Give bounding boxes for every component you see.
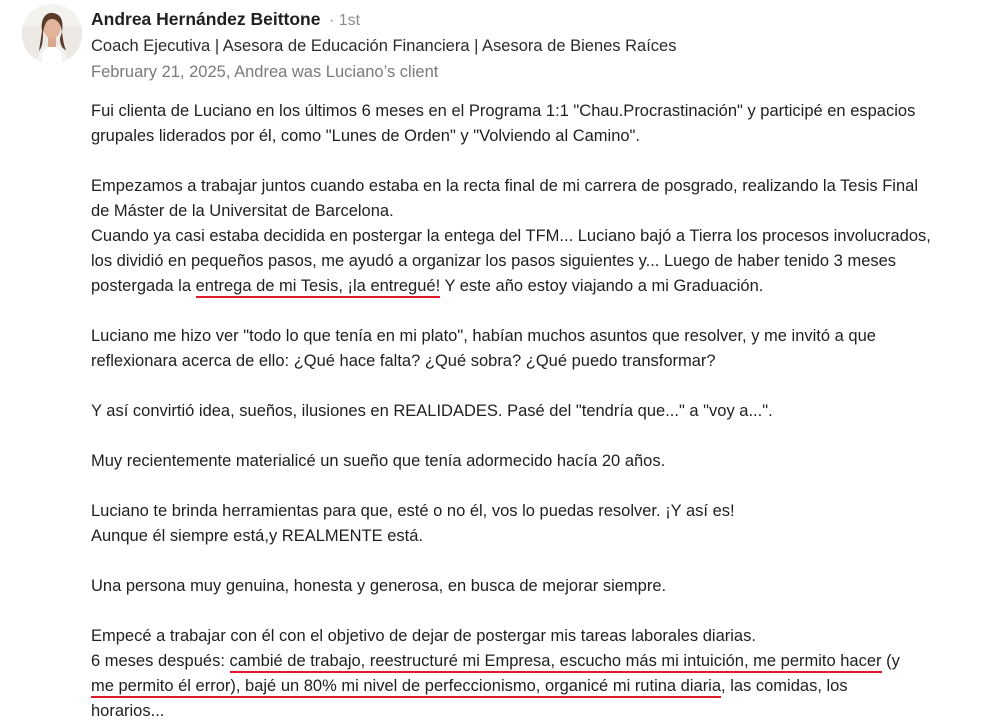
text-line: los dividió en pequeños pasos, me ayudó a organizar los pasos siguientes y... Luego de haber tenido 3 meses: [91, 252, 897, 270]
highlighted-phrase: cambié de trabajo, reestructuré mi Empresa, escucho más mi intuición, me permito hacer: [230, 652, 882, 673]
text-line: [91, 274, 971, 299]
highlighted-phrase: me permito él error), bajé un 80% mi nivel de perfeccionismo, organicé mi rutina diaria: [91, 677, 721, 698]
text-line: Empecé a trabajar con él con el objetivo de dejar de postergar mis tareas laborales diarias.: [91, 627, 756, 645]
text-segment: postergada la: [91, 277, 196, 295]
text-segment: 6 meses después:: [91, 652, 230, 670]
paragraph-6: [91, 499, 971, 549]
recommendation-text: [91, 99, 971, 724]
author-avatar[interactable]: [22, 4, 82, 64]
recommendation-meta: February 21, 2025, Andrea was Luciano’s client: [91, 63, 439, 81]
text-line: Y así convirtió idea, sueños, ilusiones en REALIDADES. Pasé del "tendría que..." a "voy a...".: [91, 402, 773, 420]
text-line: Luciano te brinda herramientas para que, esté o no él, vos lo puedas resolver. ¡Y así es!: [91, 502, 735, 520]
text-line: grupales liderados por él, como "Lunes de Orden" y "Volviendo al Camino".: [91, 127, 640, 145]
text-line: Fui clienta de Luciano en los últimos 6 meses en el Programa 1:1 "Chau.Procrastinación" y participé en espacios: [91, 102, 916, 120]
name-line: [91, 6, 971, 32]
paragraph-3: [91, 324, 971, 374]
text-line: horarios...: [91, 702, 165, 720]
text-line: de Máster de la Universitat de Barcelona.: [91, 202, 394, 220]
text-line: reflexionara acerca de ello: ¿Qué hace falta? ¿Qué sobra? ¿Qué puedo transformar?: [91, 352, 716, 370]
paragraph-1: [91, 99, 971, 149]
author-header: [91, 6, 971, 85]
text-line: Muy recientemente materialicé un sueño que tenía adormecido hacía 20 años.: [91, 452, 666, 470]
paragraph-4: [91, 399, 971, 424]
text-segment: (y: [881, 652, 900, 670]
text-line: [91, 649, 971, 674]
paragraph-5: [91, 449, 971, 474]
text-line: Empezamos a trabajar juntos cuando estaba en la recta final de mi carrera de posgrado, realizando la Tesis Final: [91, 177, 918, 195]
paragraph-8: [91, 624, 971, 724]
text-line: Cuando ya casi estaba decidida en postergar la entega del TFM... Luciano bajó a Tierra los procesos involucrados,: [91, 227, 931, 245]
text-line: Una persona muy genuina, honesta y generosa, en busca de mejorar siempre.: [91, 577, 667, 595]
connection-degree: · 1st: [328, 12, 361, 29]
text-segment: , las comidas, los: [721, 677, 848, 695]
paragraph-2: [91, 174, 971, 299]
profile-photo-icon: [22, 4, 82, 64]
text-line: Aunque él siempre está,y REALMENTE está.: [91, 527, 423, 545]
text-line: [91, 674, 971, 699]
text-segment: Y este año estoy viajando a mi Graduación.: [440, 277, 764, 295]
highlighted-phrase: entrega de mi Tesis, ¡la entregué!: [196, 277, 441, 298]
text-line: Luciano me hizo ver "todo lo que tenía en mi plato", habían muchos asuntos que resolver, y me invitó a que: [91, 327, 876, 345]
author-name[interactable]: Andrea Hernández Beittone: [91, 9, 321, 29]
paragraph-7: [91, 574, 971, 599]
author-headline: Coach Ejecutiva | Asesora de Educación Financiera | Asesora de Bienes Raíces: [91, 37, 677, 55]
